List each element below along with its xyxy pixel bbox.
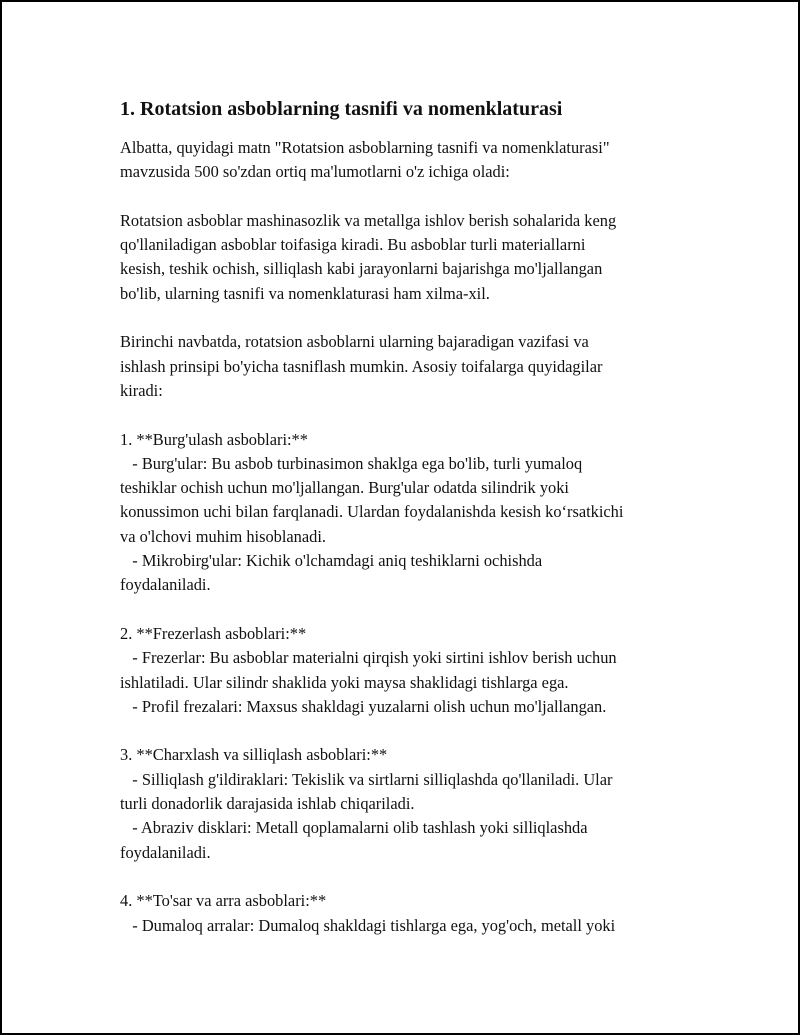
text-line <box>120 719 720 743</box>
text-line: kesish, teshik ochish, silliqlash kabi jarayonlarni bajarishga mo'ljallangan <box>120 259 603 279</box>
text-line: kiradi: <box>120 380 163 400</box>
document-text <box>120 136 720 938</box>
text-line <box>120 865 720 889</box>
text-line: turli donadorlik darajasida ishlab chiqariladi. <box>120 794 415 814</box>
text-line: ishlash prinsipi bo'yicha tasniflash mumkin. Asosiy toifalarga quyidagilar <box>120 356 603 376</box>
text-line: foydalaniladi. <box>120 575 211 595</box>
text-line: foydalaniladi. <box>120 842 211 862</box>
text-line: Birinchi navbatda, rotatsion asboblarni ularning bajaradigan vazifasi va <box>120 332 589 352</box>
text-line: - Profil frezalari: Maxsus shakldagi yuzalarni olish uchun mo'ljallangan. <box>120 696 607 716</box>
text-line: va o'lchovi muhim hisoblanadi. <box>120 526 326 546</box>
text-line: Rotatsion asboblar mashinasozlik va metallga ishlov berish sohalarida keng <box>120 210 617 230</box>
text-line: - Frezerlar: Bu asboblar materialni qirqish yoki sirtini ishlov berish uchun <box>120 648 617 668</box>
text-line: - Silliqlash g'ildiraklari: Tekislik va sirtlarni silliqlashda qo'llaniladi. Ular <box>120 769 613 789</box>
text-line: mavzusida 500 so'zdan ortiq ma'lumotlarni o'z ichiga oladi: <box>120 162 510 182</box>
text-line: qo'llaniladigan asboblar toifasiga kiradi. Bu asboblar turli materiallarni <box>120 235 586 255</box>
text-line: 3. **Charxlash va silliqlash asboblari:** <box>120 745 388 765</box>
text-line: - Dumaloq arralar: Dumaloq shakldagi tishlarga ega, yog'och, metall yoki <box>120 915 616 935</box>
text-line <box>120 403 720 427</box>
text-line: teshiklar ochish uchun mo'ljallangan. Burg'ular odatda silindrik yoki <box>120 478 569 498</box>
document-body <box>120 96 720 938</box>
text-line: - Abraziv disklari: Metall qoplamalarni olib tashlash yoki silliqlashda <box>120 818 588 838</box>
text-line: - Mikrobirg'ular: Kichik o'lchamdagi aniq teshiklarni ochishda <box>120 551 543 571</box>
text-line: konussimon uchi bilan farqlanadi. Ulardan foydalanishda kesish koʻrsatkichi <box>120 502 624 522</box>
text-line: 1. **Burg'ulash asboblari:** <box>120 429 308 449</box>
text-line: bo'lib, ularning tasnifi va nomenklaturasi ham xilma-xil. <box>120 283 490 303</box>
text-line: 2. **Frezerlash asboblari:** <box>120 623 307 643</box>
document-title: 1. Rotatsion asboblarning tasnifi va nomenklaturasi <box>120 98 563 120</box>
text-line <box>120 306 720 330</box>
text-line: 4. **To'sar va arra asboblari:** <box>120 891 327 911</box>
text-line: ishlatiladi. Ular silindr shaklida yoki maysa shaklidagi tishlarga ega. <box>120 672 569 692</box>
text-line: Albatta, quyidagi matn "Rotatsion asboblarning tasnifi va nomenklaturasi" <box>120 138 610 157</box>
text-line <box>120 185 720 209</box>
text-line: - Burg'ular: Bu asbob turbinasimon shaklga ega bo'lib, turli yumaloq <box>120 453 583 473</box>
text-line <box>120 598 720 622</box>
